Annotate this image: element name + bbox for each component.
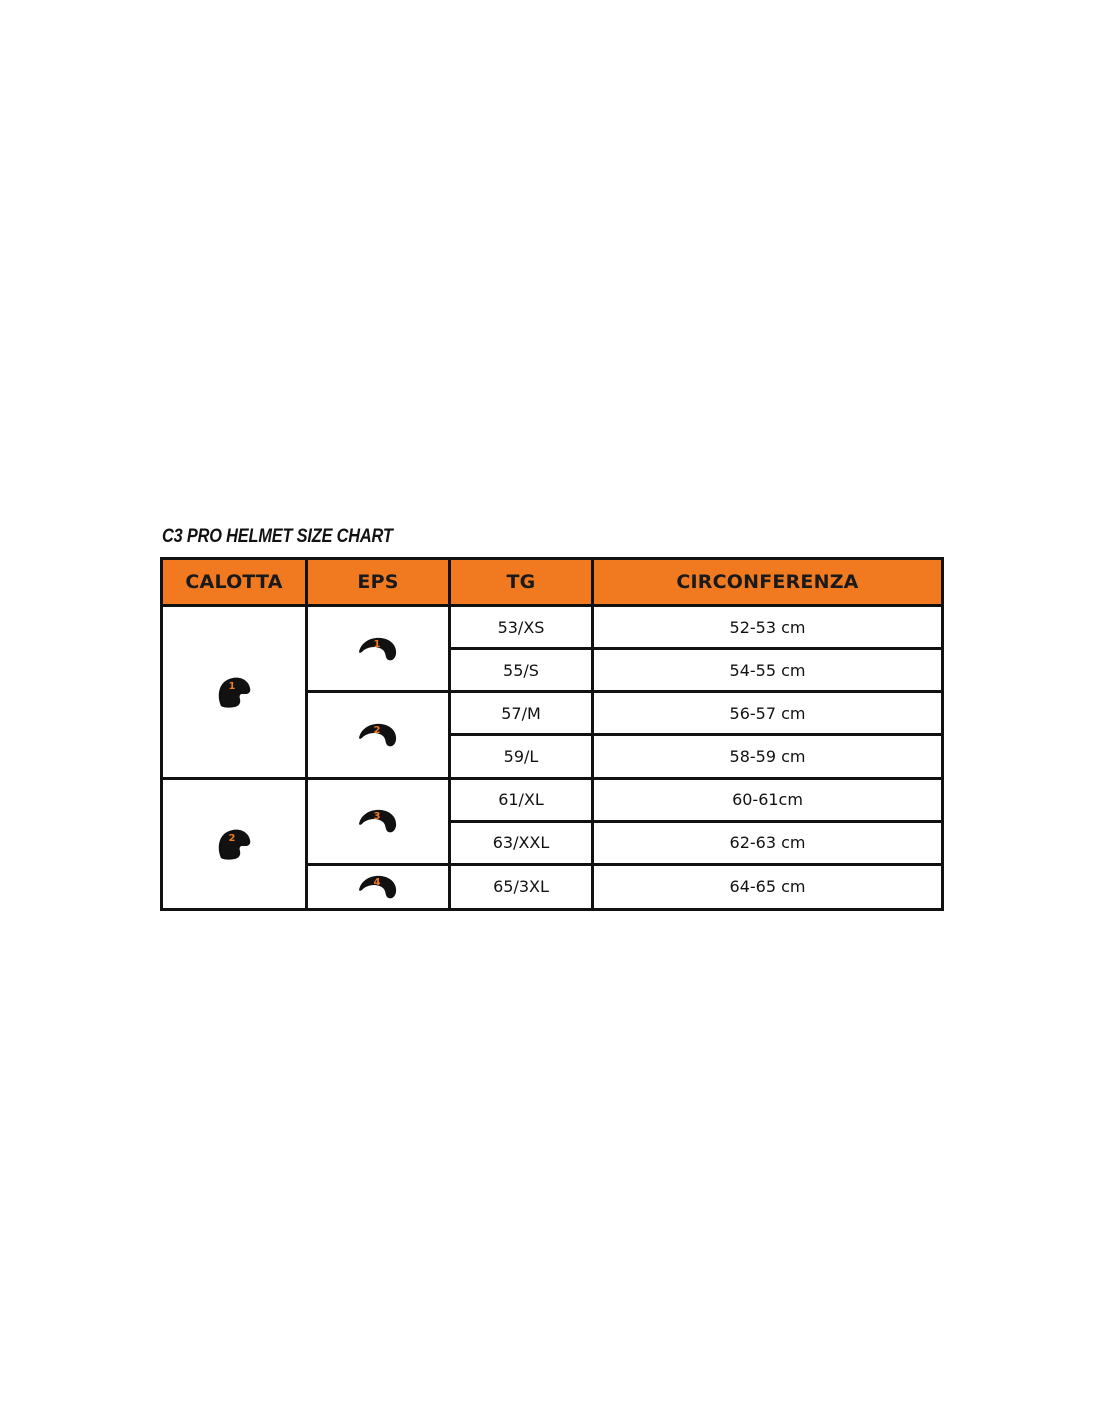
header-tg: TG <box>450 559 593 606</box>
circonferenza-cell: 52-53 cm <box>593 606 943 649</box>
eps-cell <box>307 864 450 909</box>
eps-cell <box>307 692 450 778</box>
eps-liner-icon <box>357 807 399 835</box>
circonferenza-cell: 56-57 cm <box>593 692 943 735</box>
circonferenza-cell: 58-59 cm <box>593 735 943 778</box>
tg-cell: 65/3XL <box>450 864 593 909</box>
circonferenza-cell: 54-55 cm <box>593 649 943 692</box>
size-chart-table <box>160 557 944 911</box>
helmet-shell-icon <box>215 827 253 861</box>
tg-cell: 53/XS <box>450 606 593 649</box>
circonferenza-cell: 64-65 cm <box>593 864 943 909</box>
eps-cell <box>307 778 450 864</box>
tg-cell: 57/M <box>450 692 593 735</box>
shell-number: 1 <box>228 680 236 692</box>
circonferenza-cell: 62-63 cm <box>593 821 943 864</box>
tg-cell: 61/XL <box>450 778 593 821</box>
shell-cell <box>162 606 307 779</box>
tg-cell: 63/XXL <box>450 821 593 864</box>
shell-cell <box>162 778 307 910</box>
chart-title: C3 PRO HELMET SIZE CHART <box>162 526 393 547</box>
eps-number: 1 <box>373 638 381 650</box>
header-eps: EPS <box>307 559 450 606</box>
eps-number: 4 <box>373 876 381 888</box>
table-row <box>162 778 943 821</box>
eps-cell <box>307 606 450 692</box>
eps-liner-icon <box>357 721 399 749</box>
eps-number: 3 <box>373 811 381 823</box>
shell-number: 2 <box>228 832 236 844</box>
table-row <box>162 606 943 649</box>
header-calotta: CALOTTA <box>162 559 307 606</box>
tg-cell: 55/S <box>450 649 593 692</box>
header-circonferenza: CIRCONFERENZA <box>593 559 943 606</box>
eps-liner-icon <box>357 635 399 663</box>
circonferenza-cell: 60-61cm <box>593 778 943 821</box>
table-header-row <box>162 559 943 606</box>
helmet-shell-icon <box>215 675 253 709</box>
eps-number: 2 <box>373 724 381 736</box>
tg-cell: 59/L <box>450 735 593 778</box>
eps-liner-icon <box>357 873 399 901</box>
